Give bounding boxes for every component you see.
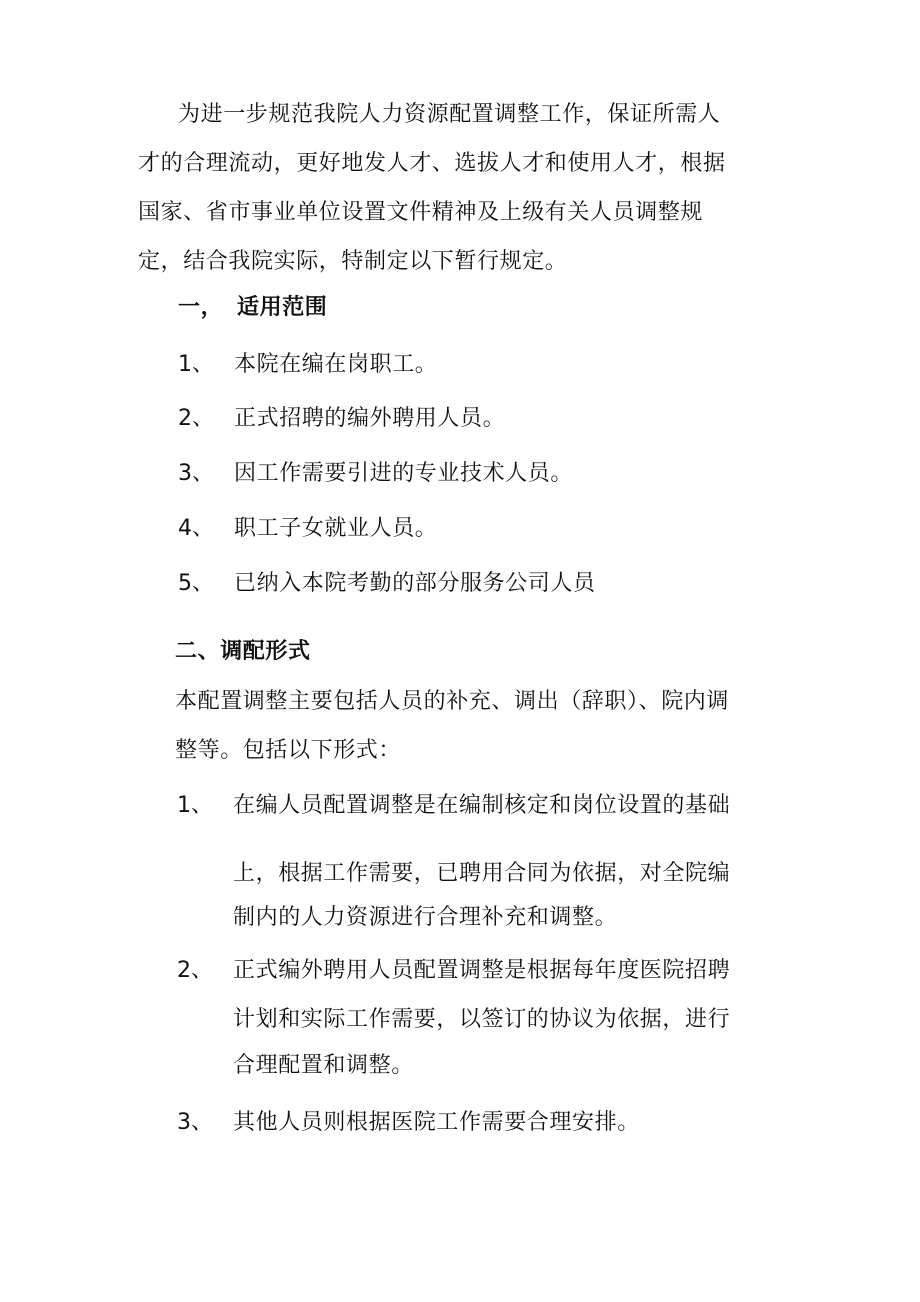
section1-heading-number: 一，: [178, 295, 224, 320]
section2-item-2-line-1: 正式编外聘用人员配置调整是根据每年度医院招聘: [233, 958, 731, 983]
section2-item-3-line-1: 其他人员则根据医院工作需要合理安排。: [233, 1110, 640, 1135]
intro-line-2: 才的合理流动，更好地发人才、选拔人才和使用人才，根据: [138, 151, 726, 176]
intro-line-4: 定，结合我院实际，特制定以下暂行规定。: [138, 249, 568, 274]
section1-item-4-text: 职工子女就业人员。: [234, 516, 438, 541]
section1-item-3-text: 因工作需要引进的专业技术人员。: [234, 461, 574, 486]
section1-item-3-number: 3、: [178, 461, 214, 486]
section1-item-4-number: 4、: [178, 516, 214, 541]
section1-item-1-number: 1、: [178, 352, 214, 377]
section2-item-2-line-3: 合理配置和调整。: [233, 1053, 414, 1078]
section2-item-2-number: 2、: [177, 958, 213, 983]
section2-intro-line-2: 整等。包括以下形式：: [175, 738, 402, 763]
section1-item-5-text: 已纳入本院考勤的部分服务公司人员: [234, 571, 596, 596]
section2-item-1-number: 1、: [177, 793, 213, 818]
section2-heading: 二、调配形式: [175, 639, 311, 664]
section2-item-1-line-2: 上，根据工作需要，已聘用合同为依据，对全院编: [233, 861, 731, 886]
section1-item-2-number: 2、: [178, 406, 214, 431]
intro-line-1: 为进一步规范我院人力资源配置调整工作，保证所需人: [178, 102, 721, 127]
section2-intro-line-1: 本配置调整主要包括人员的补充、调出（辞职）、院内调: [175, 689, 730, 714]
section1-item-5-number: 5、: [178, 571, 214, 596]
section2-item-1-line-1: 在编人员配置调整是在编制核定和岗位设置的基础: [233, 793, 731, 818]
section1-heading-title: 适用范围: [237, 295, 328, 320]
section2-item-3-number: 3、: [177, 1110, 213, 1135]
section1-item-2-text: 正式招聘的编外聘用人员。: [234, 406, 506, 431]
intro-line-3: 国家、省市事业单位设置文件精神及上级有关人员调整规: [138, 200, 704, 225]
section1-item-1-text: 本院在编在岗职工。: [234, 352, 438, 377]
section2-item-2-line-2: 计划和实际工作需要，以签订的协议为依据，进行: [233, 1007, 731, 1032]
section2-item-1-line-3: 制内的人力资源进行合理补充和调整。: [233, 905, 618, 930]
